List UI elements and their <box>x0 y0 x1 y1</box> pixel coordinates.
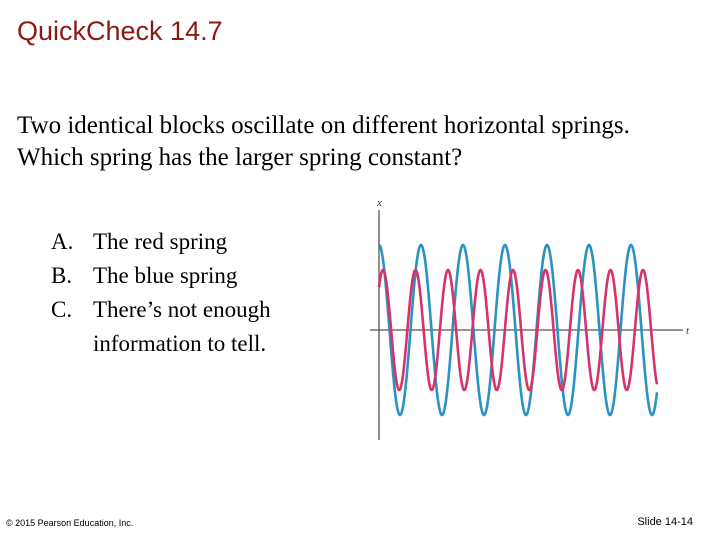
choice-b[interactable] <box>51 259 313 293</box>
choice-a[interactable] <box>51 225 313 259</box>
t-axis-label: t <box>686 325 690 337</box>
choice-a-text: The red spring <box>93 229 228 254</box>
choice-c[interactable] <box>51 293 313 361</box>
choice-b-text: The blue spring <box>93 263 238 288</box>
choice-c-text: There’s not enough information to tell. <box>93 297 271 356</box>
choice-c-letter: C. <box>51 297 73 322</box>
slide-number: Slide 14-14 <box>637 516 693 528</box>
x-axis-label: x <box>377 197 382 209</box>
choice-b-letter: B. <box>51 263 73 288</box>
copyright-text: © 2015 Pearson Education, Inc. <box>6 518 134 528</box>
answer-choices <box>51 225 313 361</box>
question-text: Two identical blocks oscillate on different horizontal springs. Which spring has the larger spring constant? <box>17 112 630 171</box>
choice-a-letter: A. <box>51 229 74 254</box>
oscillation-graph <box>365 195 700 445</box>
slide-title: QuickCheck 14.7 <box>17 16 223 46</box>
